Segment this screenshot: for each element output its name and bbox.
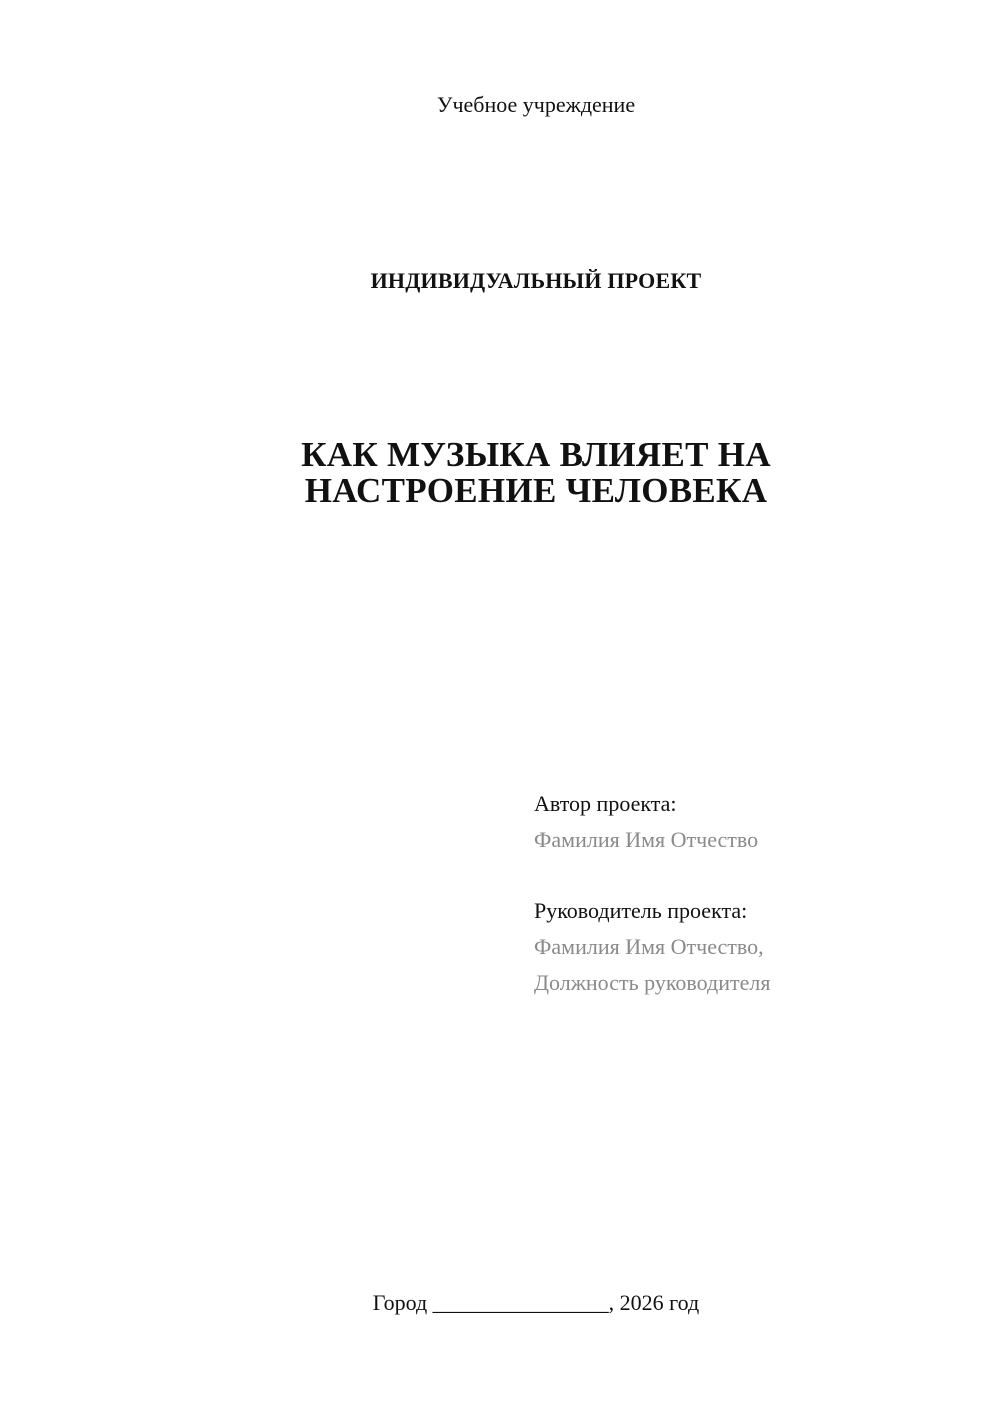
author-label: Автор проекта: (534, 791, 677, 816)
institution-name: Учебное учреждение (436, 92, 636, 117)
project-title (286, 437, 786, 509)
author-block (534, 786, 964, 858)
project-type-heading: ИНДИВИДУАЛЬНЫЙ ПРОЕКТ (370, 268, 702, 293)
supervisor-name-placeholder: Фамилия Имя Отчество, (534, 934, 764, 959)
city-year-line: Город ________________, 2026 год (372, 1290, 700, 1315)
supervisor-position-placeholder: Должность руководителя (534, 970, 771, 995)
supervisor-label: Руководитель проекта: (534, 898, 748, 923)
project-title-line-2: НАСТРОЕНИЕ ЧЕЛОВЕКА (304, 471, 768, 510)
project-title-line-1: КАК МУЗЫКА ВЛИЯЕТ НА (301, 435, 771, 474)
supervisor-block (534, 893, 964, 1001)
author-name-placeholder: Фамилия Имя Отчество (534, 827, 759, 852)
